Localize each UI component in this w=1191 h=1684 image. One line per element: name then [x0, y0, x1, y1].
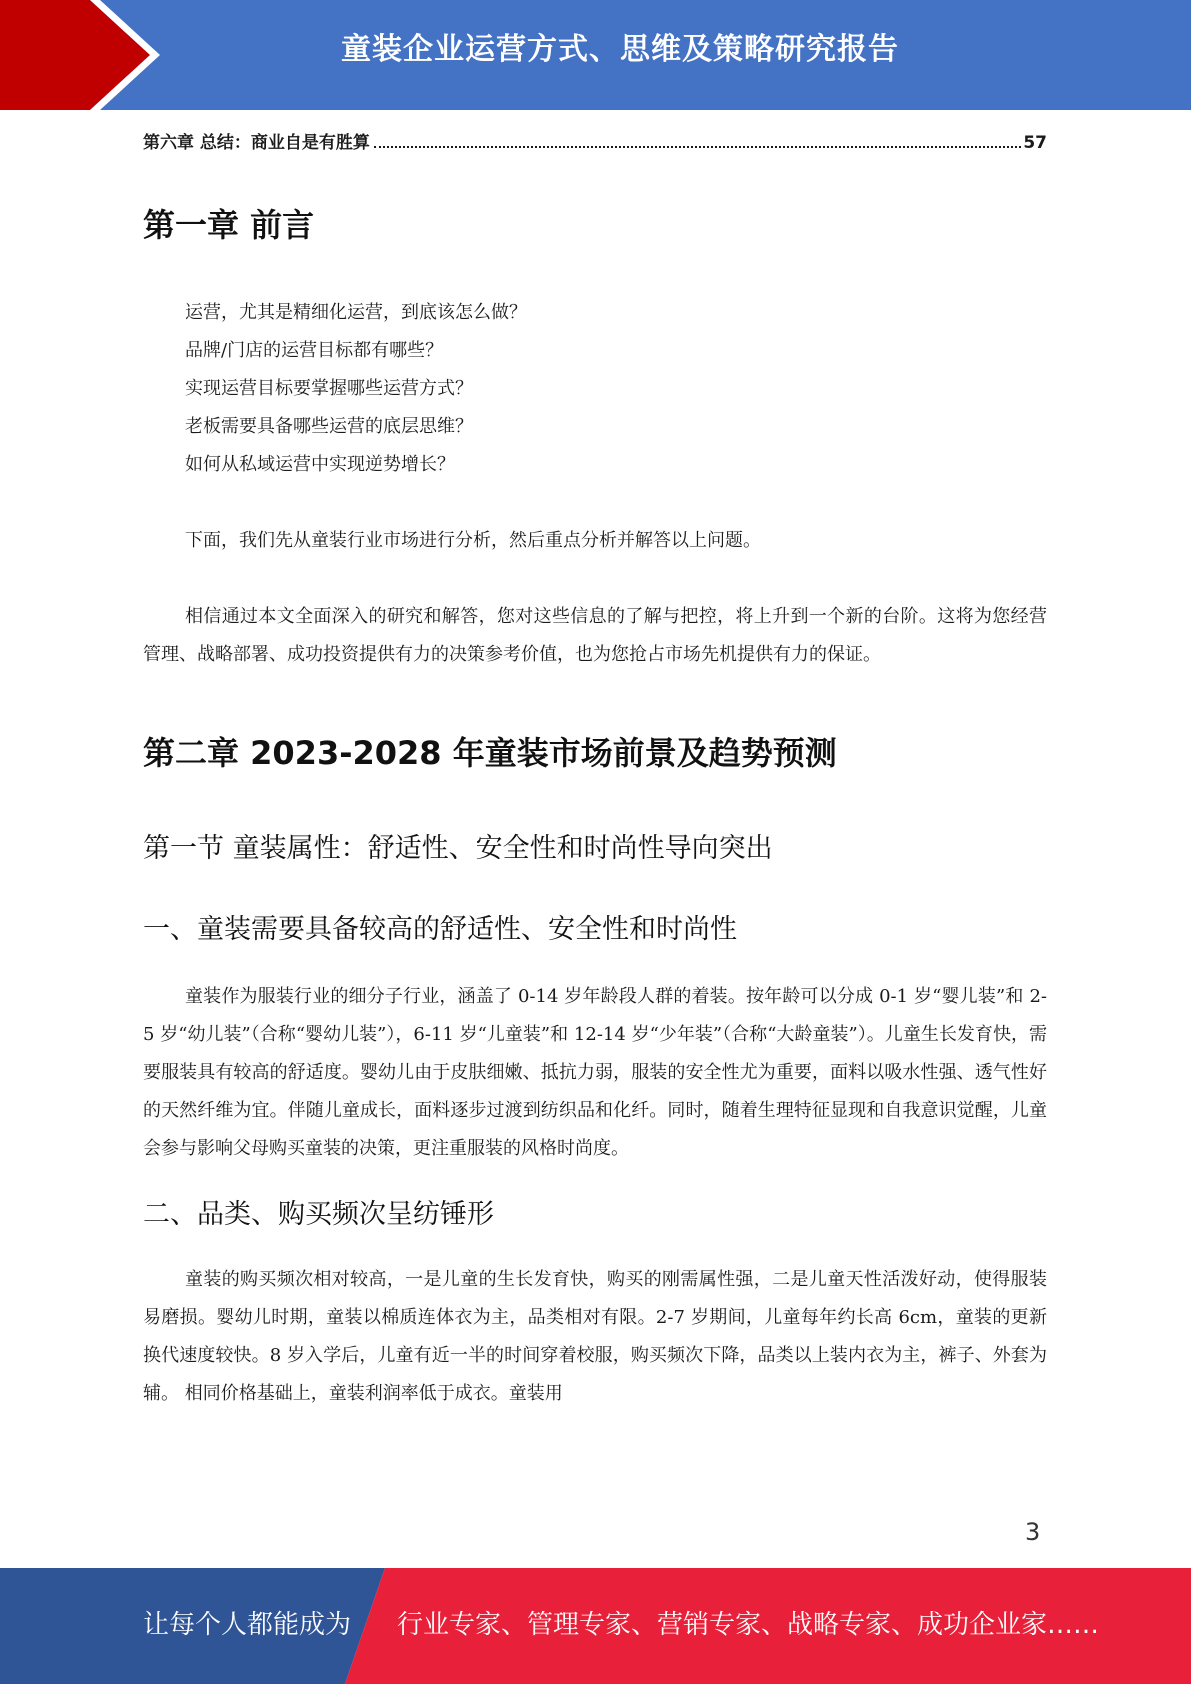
- question-list: [143, 294, 1047, 484]
- page-content: [143, 128, 1047, 1413]
- question-item: 实现运营目标要掌握哪些运营方式？: [185, 378, 473, 399]
- section-1-title: 第一节 童装属性：舒适性、安全性和时尚性导向突出: [143, 833, 773, 864]
- chapter-1-title: 第一章 前言: [143, 206, 315, 244]
- subsection-2-paragraph: 童装的购买频次相对较高，一是儿童的生长发育快，购买的刚需属性强，二是儿童天性活泼好动，使得服装易磨损。婴幼儿时期，童装以棉质连体衣为主，品类相对有限。2-7 岁期间，儿童每年约长高 6cm，童装的更新换代速度较快。8 岁入学后，儿童有近一半的时间穿着校服，购买频次下降，品类以上装内衣为主，裤子、外套为辅。 相同价格基础上，童装利润率低于成衣。童装用: [143, 1269, 1047, 1404]
- chapter-2-title: 第二章 2023-2028 年童装市场前景及趋势预测: [143, 734, 837, 772]
- subsection-2-title: 二、品类、购买频次呈纺锤形: [143, 1199, 494, 1230]
- value-paragraph: 相信通过本文全面深入的研究和解答，您对这些信息的了解与把控，将上升到一个新的台阶。这将为您经营管理、战略部署、成功投资提供有力的决策参考价值，也为您抢占市场先机提供有力的保证。: [143, 606, 1047, 665]
- subsection-1-paragraph: 童装作为服装行业的细分子行业，涵盖了 0-14 岁年龄段人群的着装。按年龄可以分成 0-1 岁“婴儿装”和 2-5 岁“幼儿装”（合称“婴幼儿装”），6-11 岁“儿童装”和 12-14 岁“少年装”（合称“大龄童装”）。儿童生长发育快，需要服装具有较高的舒适度。婴幼儿由于皮肤细嫩、抵抗力弱，服装的安全性尤为重要，面料以吸水性强、透气性好的天然纤维为宜。伴随儿童成长，面料逐步过渡到纺织品和化纤。同时，随着生理特征显现和自我意识觉醒，儿童会参与影响父母购买童装的决策，更注重服装的风格时尚度。: [143, 986, 1047, 1159]
- page-header: [0, 0, 1191, 110]
- intro-paragraph: 下面，我们先从童装行业市场进行分析，然后重点分析并解答以上问题。: [185, 530, 761, 551]
- question-item: 运营，尤其是精细化运营，到底该怎么做？: [185, 302, 527, 323]
- footer-slogan-left: 让每个人都能成为: [143, 1610, 352, 1640]
- toc-entry[interactable]: [143, 128, 1047, 158]
- question-item: 品牌/门店的运营目标都有哪些？: [185, 340, 444, 361]
- toc-entry-page: 57: [1023, 133, 1047, 153]
- question-item: 老板需要具备哪些运营的底层思维？: [185, 416, 473, 437]
- footer-slogan-right: 行业专家、管理专家、营销专家、战略专家、成功企业家……: [397, 1610, 1100, 1640]
- question-item: 如何从私域运营中实现逆势增长？: [185, 454, 455, 475]
- page-number: 3: [1025, 1518, 1041, 1546]
- report-title: 童装企业运营方式、思维及策略研究报告: [341, 32, 899, 67]
- page-footer: [0, 1568, 1191, 1684]
- toc-leader-dots: [374, 145, 1021, 148]
- toc-entry-label: 第六章 总结：商业自是有胜算: [143, 133, 370, 153]
- subsection-1-title: 一、童装需要具备较高的舒适性、安全性和时尚性: [143, 914, 737, 945]
